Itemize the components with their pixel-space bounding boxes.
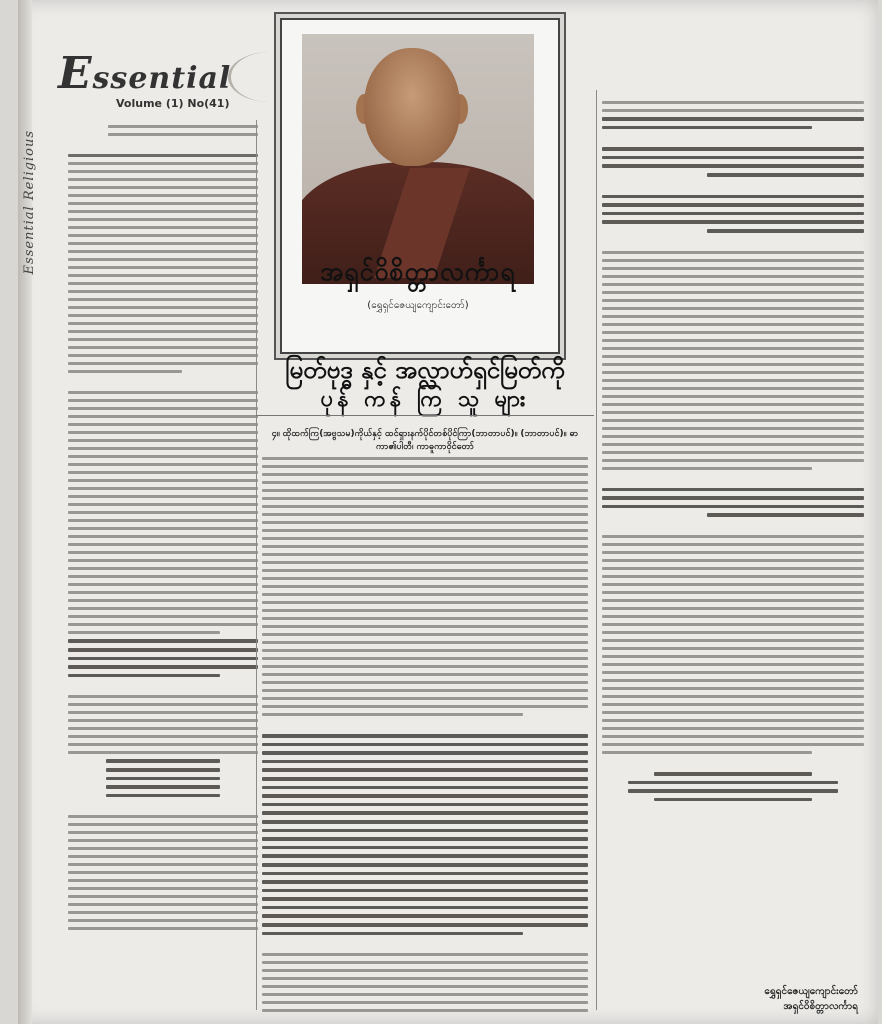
text-line	[262, 705, 588, 708]
text-line	[262, 577, 588, 580]
headline-line-2: ပုန် ကန် ကြ သူ များ	[320, 386, 530, 412]
text-line	[602, 283, 864, 286]
text-line	[262, 794, 588, 798]
text-line	[68, 242, 258, 245]
text-line	[68, 274, 258, 277]
text-line	[602, 195, 864, 199]
text-line	[106, 785, 220, 789]
text-line	[68, 727, 258, 730]
text-line	[602, 488, 864, 492]
text-line	[106, 794, 220, 798]
text-line	[262, 553, 588, 556]
sidebar-label: Essential Religious	[22, 130, 37, 275]
text-line	[68, 591, 258, 594]
text-line	[68, 234, 258, 237]
text-line	[602, 355, 864, 358]
text-line	[68, 831, 258, 834]
text-line	[108, 125, 258, 128]
text-line	[262, 497, 588, 500]
text-line	[68, 362, 258, 365]
text-line	[68, 839, 258, 842]
text-line	[602, 607, 864, 610]
text-line	[262, 977, 588, 980]
text-line	[707, 229, 864, 233]
text-line	[602, 727, 864, 730]
text-line	[68, 927, 258, 930]
text-line	[262, 777, 588, 781]
text-line	[262, 713, 523, 716]
text-line	[602, 655, 864, 658]
text-line	[262, 854, 588, 858]
text-line	[707, 513, 864, 517]
text-line	[654, 772, 811, 776]
text-line	[68, 863, 258, 866]
text-line	[68, 551, 258, 554]
text-line	[602, 315, 864, 318]
text-line	[68, 847, 258, 850]
text-line	[68, 703, 258, 706]
text-line	[602, 109, 864, 112]
text-line	[602, 339, 864, 342]
text-line	[602, 101, 864, 104]
text-line	[262, 811, 588, 815]
text-line	[262, 1001, 588, 1004]
text-line	[262, 601, 588, 604]
text-line	[602, 403, 864, 406]
text-line	[602, 743, 864, 746]
text-line	[262, 897, 588, 901]
text-line	[262, 617, 588, 620]
monk-portrait-image	[302, 34, 534, 284]
text-line	[602, 363, 864, 366]
text-line	[68, 370, 182, 373]
text-line	[68, 391, 258, 394]
text-line	[68, 447, 258, 450]
text-line	[262, 768, 588, 772]
text-line	[602, 371, 864, 374]
text-line	[68, 511, 258, 514]
text-line	[68, 919, 258, 922]
text-line	[68, 399, 258, 402]
text-line	[68, 599, 258, 602]
text-line	[262, 969, 588, 972]
text-line	[602, 459, 864, 462]
text-line	[262, 906, 588, 910]
text-line	[68, 743, 258, 746]
text-line	[262, 751, 588, 755]
text-line	[68, 471, 258, 474]
text-line	[262, 803, 588, 807]
text-line	[602, 435, 864, 438]
text-line	[602, 615, 864, 618]
text-line	[68, 735, 258, 738]
text-line	[106, 777, 220, 781]
text-line	[602, 291, 864, 294]
text-line	[602, 220, 864, 224]
text-line	[68, 439, 258, 442]
text-line	[262, 529, 588, 532]
text-line	[602, 331, 864, 334]
text-line	[68, 314, 258, 317]
text-line	[262, 521, 588, 524]
text-line	[68, 306, 258, 309]
text-line	[68, 290, 258, 293]
text-line	[68, 503, 258, 506]
text-line	[68, 583, 258, 586]
text-line	[68, 186, 258, 189]
text-line	[68, 479, 258, 482]
text-line	[262, 545, 588, 548]
text-line	[262, 932, 523, 936]
text-line	[68, 527, 258, 530]
text-line	[262, 889, 588, 893]
text-line	[68, 535, 258, 538]
text-line	[602, 535, 864, 538]
text-line	[68, 639, 258, 643]
text-line	[68, 178, 258, 181]
text-line	[262, 953, 588, 956]
center-column	[262, 452, 588, 1012]
text-line	[602, 251, 864, 254]
text-line	[602, 259, 864, 262]
text-line	[602, 631, 864, 634]
text-line	[602, 126, 812, 130]
text-line	[602, 443, 864, 446]
text-line	[68, 266, 258, 269]
text-line	[262, 641, 588, 644]
text-line	[262, 863, 588, 867]
text-line	[262, 760, 588, 764]
text-line	[68, 495, 258, 498]
text-line	[602, 591, 864, 594]
text-line	[602, 671, 864, 674]
portrait-frame	[280, 18, 560, 354]
text-line	[68, 575, 258, 578]
text-line	[68, 455, 258, 458]
text-line	[602, 307, 864, 310]
masthead-title-cap: E	[58, 48, 93, 99]
newspaper-page	[18, 0, 878, 1024]
text-line	[602, 687, 864, 690]
text-line	[106, 759, 220, 763]
text-line	[602, 505, 864, 509]
text-line	[262, 585, 588, 588]
text-line	[108, 133, 258, 136]
text-line	[602, 411, 864, 414]
text-line	[262, 961, 588, 964]
text-line	[602, 711, 864, 714]
author-signature	[764, 984, 858, 1014]
signature-line-2: အရှင်ဝိစိတ္တာလင်္ကာရ	[783, 1001, 858, 1012]
text-line	[602, 703, 864, 706]
text-line	[602, 583, 864, 586]
text-line	[262, 513, 588, 516]
text-line	[262, 743, 588, 747]
text-line	[262, 820, 588, 824]
text-line	[68, 559, 258, 562]
text-line	[68, 194, 258, 197]
text-line	[68, 871, 258, 874]
text-line	[68, 431, 258, 434]
text-line	[602, 156, 864, 160]
column-divider	[596, 90, 597, 1010]
text-line	[602, 663, 864, 666]
text-line	[262, 665, 588, 668]
text-line	[68, 170, 258, 173]
text-line	[602, 551, 864, 554]
text-line	[262, 914, 588, 918]
text-line	[68, 665, 258, 669]
text-line	[68, 567, 258, 570]
text-line	[68, 648, 258, 652]
text-line	[262, 609, 588, 612]
text-line	[68, 823, 258, 826]
text-line	[602, 299, 864, 302]
text-line	[262, 465, 588, 468]
text-line	[628, 789, 838, 793]
masthead-volume: Volume (1) No(41)	[116, 97, 230, 110]
text-line	[262, 457, 588, 460]
text-line	[602, 427, 864, 430]
text-line	[602, 275, 864, 278]
text-line	[602, 599, 864, 602]
text-line	[262, 625, 588, 628]
text-line	[262, 593, 588, 596]
text-line	[262, 489, 588, 492]
text-line	[602, 639, 864, 642]
text-line	[68, 407, 258, 410]
text-line	[262, 569, 588, 572]
text-line	[262, 473, 588, 476]
signature-line-1: ရွှေရှင်ဇေယျကျောင်းတော်	[764, 986, 858, 997]
text-line	[68, 322, 258, 325]
text-line	[68, 657, 258, 661]
text-line	[602, 395, 864, 398]
text-line	[68, 903, 258, 906]
text-line	[262, 633, 588, 636]
text-line	[602, 751, 812, 754]
text-line	[68, 154, 258, 157]
text-line	[262, 923, 588, 927]
text-line	[262, 689, 588, 692]
text-line	[68, 887, 258, 890]
text-line	[602, 735, 864, 738]
text-line	[68, 815, 258, 818]
text-line	[262, 505, 588, 508]
text-line	[68, 855, 258, 858]
text-line	[602, 387, 864, 390]
text-line	[68, 631, 220, 634]
right-column	[602, 96, 864, 986]
headline-rule	[256, 415, 594, 416]
text-line	[68, 879, 258, 882]
masthead	[58, 48, 288, 118]
text-line	[602, 679, 864, 682]
text-line	[654, 798, 811, 802]
text-line	[602, 203, 864, 207]
text-line	[68, 674, 220, 678]
text-line	[262, 786, 588, 790]
text-line	[602, 419, 864, 422]
text-line	[68, 615, 258, 618]
text-line	[602, 323, 864, 326]
text-line	[262, 993, 588, 996]
text-line	[262, 734, 588, 738]
text-line	[68, 543, 258, 546]
text-line	[68, 354, 258, 357]
text-line	[68, 258, 258, 261]
text-line	[68, 298, 258, 301]
text-line	[707, 173, 864, 177]
text-line	[68, 487, 258, 490]
text-line	[262, 561, 588, 564]
text-line	[68, 895, 258, 898]
text-line	[602, 467, 812, 470]
text-line	[68, 711, 258, 714]
column-divider	[256, 120, 257, 1010]
text-line	[602, 147, 864, 151]
text-line	[68, 695, 258, 698]
text-line	[262, 481, 588, 484]
text-line	[68, 338, 258, 341]
text-line	[68, 202, 258, 205]
text-line	[602, 267, 864, 270]
text-line	[262, 697, 588, 700]
headline-line-1: မြတ်ဗုဒ္ဓ နှင့် အလ္လာဟ်ရှင်မြတ်ကို	[285, 355, 565, 384]
text-line	[262, 846, 588, 850]
text-line	[68, 751, 258, 754]
text-line	[68, 226, 258, 229]
text-line	[602, 623, 864, 626]
text-line	[262, 681, 588, 684]
text-line	[68, 330, 258, 333]
text-line	[68, 423, 258, 426]
text-line	[262, 537, 588, 540]
text-line	[262, 837, 588, 841]
text-line	[68, 911, 258, 914]
text-line	[68, 463, 258, 466]
left-column	[68, 120, 258, 1020]
text-line	[68, 210, 258, 213]
author-name: အရှင်ဝိစိတ္တာလင်္ကာရ	[320, 257, 516, 286]
text-line	[602, 117, 864, 121]
masthead-title-rest: ssential	[92, 61, 232, 96]
text-line	[68, 218, 258, 221]
text-line	[262, 985, 588, 988]
text-line	[602, 647, 864, 650]
text-line	[262, 872, 588, 876]
text-line	[602, 212, 864, 216]
text-line	[68, 607, 258, 610]
text-line	[262, 649, 588, 652]
text-line	[68, 162, 258, 165]
text-line	[628, 781, 838, 785]
text-line	[602, 543, 864, 546]
text-line	[602, 164, 864, 168]
text-line	[68, 415, 258, 418]
text-line	[262, 673, 588, 676]
text-line	[602, 567, 864, 570]
author-subtitle: (ရွှေရှင်ဇေယျကျောင်းတော်)	[367, 300, 469, 311]
text-line	[68, 623, 258, 626]
text-line	[602, 719, 864, 722]
text-line	[262, 1009, 588, 1012]
text-line	[602, 575, 864, 578]
text-line	[68, 282, 258, 285]
text-line	[68, 250, 258, 253]
text-line	[262, 657, 588, 660]
text-line	[602, 559, 864, 562]
text-line	[602, 347, 864, 350]
article-headline	[262, 355, 588, 413]
text-line	[262, 880, 588, 884]
center-subhead: ၄။ ထိုထက်ကြ(အဗ္ဗသမ)ကိုယ်နှင့် ထင်ရှားနက်ပိုင်တစ်ပိုင်ကြာ(ဘာတာပင်)။ (ဘာတာပင်)။ ဓာကာ၏ပါတီ၊ ကာဓူကာဝိုင်တော်	[271, 429, 579, 452]
text-line	[68, 346, 258, 349]
text-line	[602, 379, 864, 382]
text-line	[262, 829, 588, 833]
text-line	[68, 519, 258, 522]
text-line	[602, 496, 864, 500]
text-line	[602, 695, 864, 698]
text-line	[106, 768, 220, 772]
text-line	[602, 451, 864, 454]
text-line	[68, 719, 258, 722]
